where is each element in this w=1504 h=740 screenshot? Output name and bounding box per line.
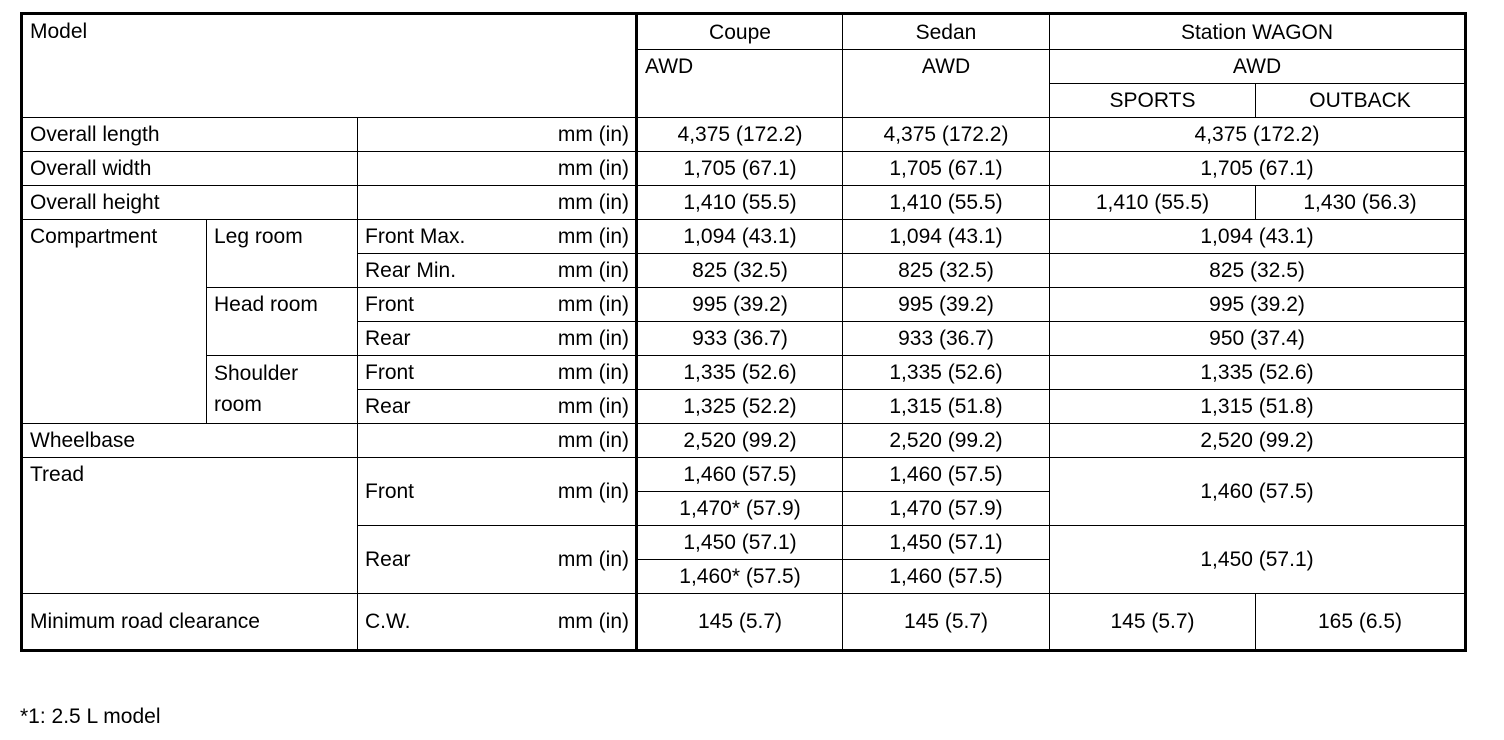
value-cell: 2,520 (99.2) [843, 424, 1050, 458]
split-cell [358, 288, 637, 322]
value-cell: 1,460 (57.5) [843, 560, 1050, 594]
sedan-header: Sedan [843, 14, 1050, 50]
position-label: Rear [365, 548, 411, 571]
value-cell: 1,460* (57.5) [637, 560, 843, 594]
split-cell [358, 390, 637, 424]
unit-label: mm (in) [557, 610, 629, 633]
unit-label: mm (in) [557, 361, 629, 384]
wagon-header: Station WAGON [1050, 14, 1466, 50]
value-cell: 1,094 (43.1) [843, 220, 1050, 254]
table-row [22, 186, 1466, 220]
unit-label: mm (in) [557, 225, 629, 248]
position-label: Front [365, 293, 415, 316]
value-cell: 825 (32.5) [843, 254, 1050, 288]
value-cell: 1,315 (51.8) [1050, 390, 1466, 424]
value-cell: 2,520 (99.2) [1050, 424, 1466, 458]
value-cell: 1,410 (55.5) [843, 186, 1050, 220]
value-cell: 1,094 (43.1) [637, 220, 843, 254]
value-cell: 4,375 (172.2) [1050, 118, 1466, 152]
value-cell: 1,430 (56.3) [1256, 186, 1466, 220]
value-cell: 1,705 (67.1) [1050, 152, 1466, 186]
table-row [22, 594, 1466, 651]
table-row [22, 356, 1466, 390]
value-cell: 1,450 (57.1) [1050, 526, 1466, 594]
value-cell: 1,470* (57.9) [637, 492, 843, 526]
value-cell: 145 (5.7) [637, 594, 843, 651]
position-label: C.W. [365, 610, 411, 633]
sub-label: Head room [207, 288, 358, 356]
value-cell: 1,335 (52.6) [1050, 356, 1466, 390]
footnote: *1: 2.5 L model [20, 705, 161, 728]
value-cell: 933 (36.7) [637, 322, 843, 356]
unit-label: mm (in) [358, 152, 637, 186]
value-cell: 1,460 (57.5) [843, 458, 1050, 492]
unit-label: mm (in) [358, 186, 637, 220]
value-cell: 933 (36.7) [843, 322, 1050, 356]
split-cell [358, 458, 637, 526]
sub-label: Leg room [207, 220, 358, 288]
table-row [22, 458, 1466, 492]
value-cell: 1,315 (51.8) [843, 390, 1050, 424]
split-cell [358, 254, 637, 288]
wagon-awd: AWD [1050, 50, 1466, 84]
table-row [22, 118, 1466, 152]
value-cell: 950 (37.4) [1050, 322, 1466, 356]
value-cell: 1,410 (55.5) [1050, 186, 1256, 220]
table-row [22, 220, 1466, 254]
table-row [22, 288, 1466, 322]
value-cell: 145 (5.7) [843, 594, 1050, 651]
value-cell: 1,410 (55.5) [637, 186, 843, 220]
value-cell: 1,325 (52.2) [637, 390, 843, 424]
value-cell: 1,705 (67.1) [843, 152, 1050, 186]
position-label: Front Max. [365, 225, 466, 248]
row-label: Compartment [22, 220, 207, 424]
table-row [22, 424, 1466, 458]
position-label: Front [365, 361, 415, 384]
spec-table [20, 12, 1467, 652]
split-cell [358, 356, 637, 390]
value-cell: 4,375 (172.2) [637, 118, 843, 152]
value-cell: 2,520 (99.2) [637, 424, 843, 458]
split-cell [358, 220, 637, 254]
sports-header: SPORTS [1050, 84, 1256, 118]
unit-label: mm (in) [557, 293, 629, 316]
value-cell: 1,335 (52.6) [637, 356, 843, 390]
unit-label: mm (in) [358, 118, 637, 152]
value-cell: 995 (39.2) [637, 288, 843, 322]
value-cell: 1,460 (57.5) [1050, 458, 1466, 526]
row-label: Overall height [22, 186, 358, 220]
split-cell [358, 594, 637, 651]
unit-label: mm (in) [557, 548, 629, 571]
value-cell: 1,460 (57.5) [637, 458, 843, 492]
value-cell: 995 (39.2) [1050, 288, 1466, 322]
unit-label: mm (in) [358, 424, 637, 458]
unit-label: mm (in) [557, 259, 629, 282]
value-cell: 995 (39.2) [843, 288, 1050, 322]
value-cell: 1,450 (57.1) [637, 526, 843, 560]
table-row [22, 152, 1466, 186]
outback-header: OUTBACK [1256, 84, 1466, 118]
unit-label: mm (in) [557, 327, 629, 350]
value-cell: 4,375 (172.2) [843, 118, 1050, 152]
unit-label: mm (in) [557, 395, 629, 418]
unit-label: mm (in) [557, 480, 629, 503]
row-label: Tread [22, 458, 358, 594]
position-label: Rear Min. [365, 259, 457, 282]
value-cell: 825 (32.5) [637, 254, 843, 288]
value-cell: 1,705 (67.1) [637, 152, 843, 186]
row-label: Wheelbase [22, 424, 358, 458]
position-label: Rear [365, 395, 411, 418]
coupe-header: Coupe [637, 14, 843, 50]
value-cell: 165 (6.5) [1256, 594, 1466, 651]
value-cell: 825 (32.5) [1050, 254, 1466, 288]
value-cell: 1,450 (57.1) [843, 526, 1050, 560]
row-label: Overall length [22, 118, 358, 152]
value-cell: 1,094 (43.1) [1050, 220, 1466, 254]
value-cell: 1,335 (52.6) [843, 356, 1050, 390]
position-label: Rear [365, 327, 411, 350]
row-label: Overall width [22, 152, 358, 186]
value-cell: 145 (5.7) [1050, 594, 1256, 651]
value-cell: 1,470 (57.9) [843, 492, 1050, 526]
model-header: Model [22, 14, 637, 118]
split-cell [358, 322, 637, 356]
split-cell [358, 526, 637, 594]
sub-label: Shoulder room [207, 356, 358, 424]
position-label: Front [365, 480, 415, 503]
row-label: Minimum road clearance [22, 594, 358, 651]
coupe-awd: AWD [637, 50, 843, 118]
sedan-awd: AWD [843, 50, 1050, 118]
